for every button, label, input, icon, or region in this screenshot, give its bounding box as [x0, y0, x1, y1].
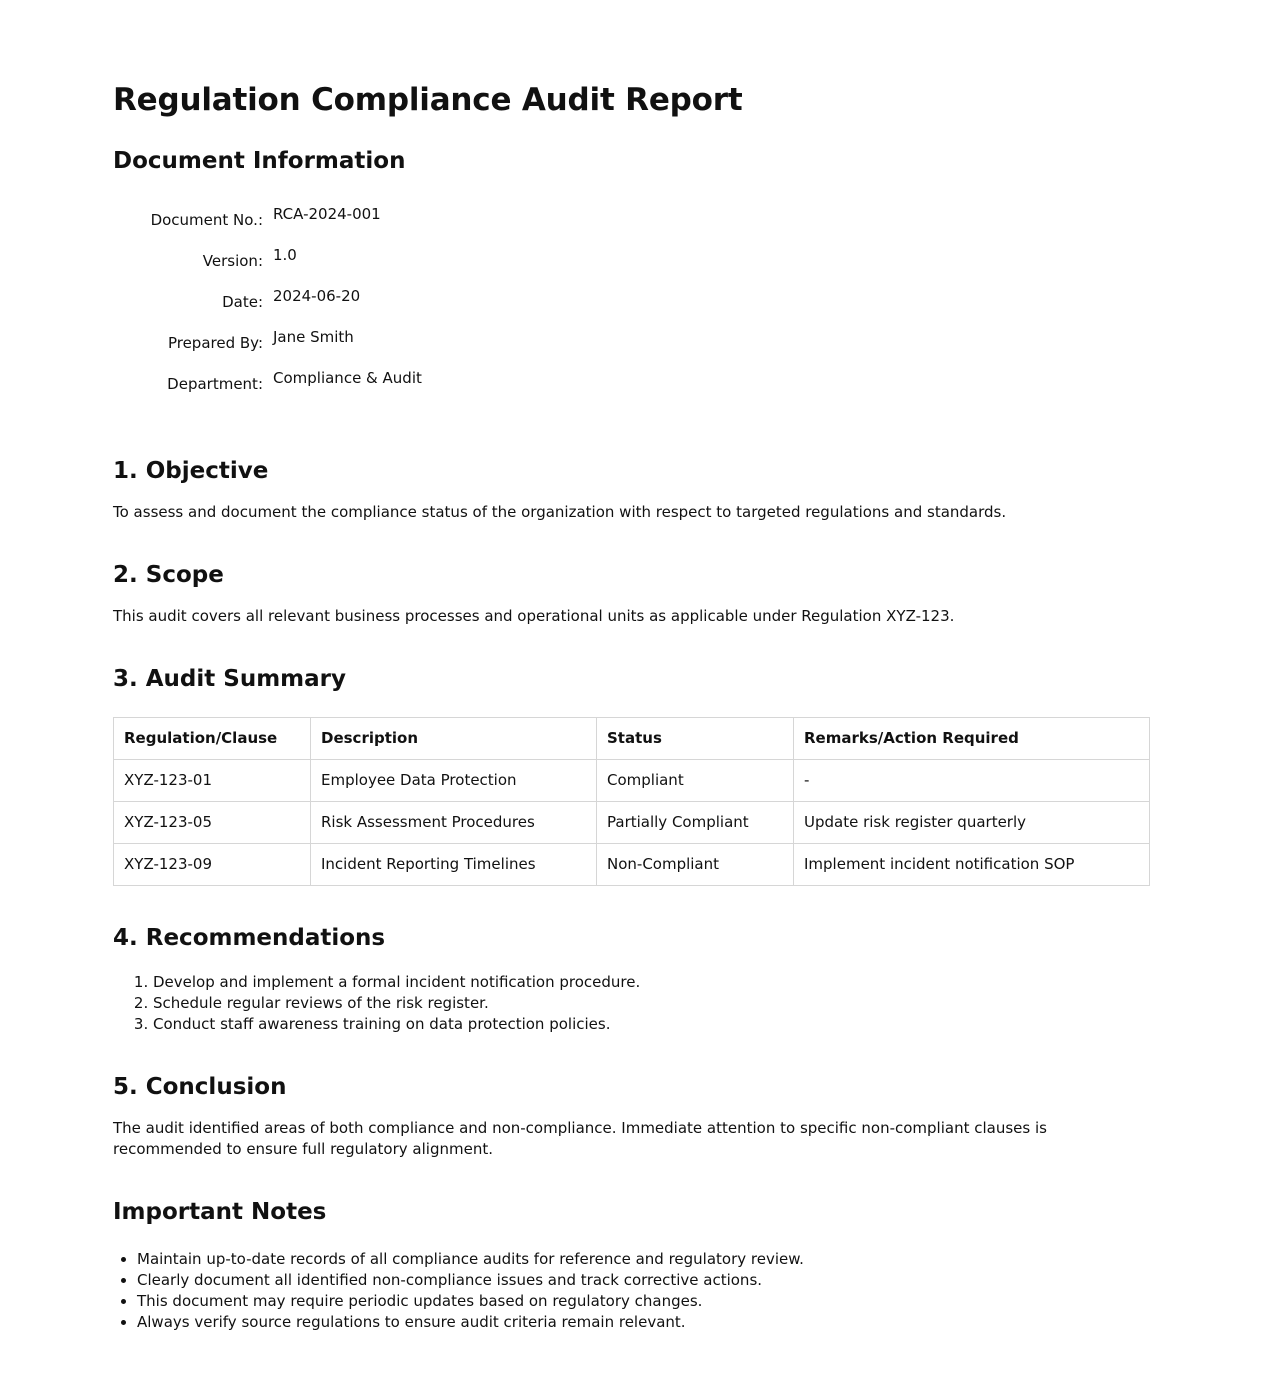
info-row-date	[113, 286, 1150, 327]
objective-section	[113, 456, 1150, 523]
important-notes-section	[113, 1197, 1150, 1333]
info-label: Document No.:	[150, 211, 263, 229]
info-label: Date:	[222, 293, 263, 311]
column-header-description: Description	[311, 718, 597, 760]
cell-regulation: XYZ-123-09	[114, 844, 311, 886]
cell-description: Incident Reporting Timelines	[311, 844, 597, 886]
column-header-remarks: Remarks/Action Required	[794, 718, 1150, 760]
cell-remarks: -	[794, 760, 1150, 802]
info-row-version	[113, 245, 1150, 286]
list-item: • Always verify source regulations to ensure audit criteria remain relevant.	[137, 1312, 1150, 1333]
info-label: Department:	[167, 375, 263, 393]
info-value: Compliance & Audit	[273, 369, 422, 387]
info-value: 1.0	[273, 246, 297, 264]
list-item: • Maintain up-to-date records of all compliance audits for reference and regulatory review.	[137, 1249, 1150, 1270]
page-title: Regulation Compliance Audit Report	[113, 82, 743, 118]
audit-summary-section	[113, 664, 1150, 886]
recommendations-heading: 4. Recommendations	[113, 925, 386, 951]
conclusion-text: The audit identified areas of both compliance and non-compliance. Immediate attention to specific non-compliant clauses is recommended to ensure full regulatory alignment.	[113, 1119, 1047, 1158]
info-label: Prepared By:	[167, 334, 263, 352]
cell-status: Non-Compliant	[597, 844, 794, 886]
cell-description: Risk Assessment Procedures	[311, 802, 597, 844]
document-info-table	[113, 204, 1150, 409]
table-row	[114, 802, 1150, 844]
audit-summary-heading: 3. Audit Summary	[113, 666, 346, 692]
list-item: • This document may require periodic updates based on regulatory changes.	[137, 1291, 1150, 1312]
cell-remarks: Update risk register quarterly	[794, 802, 1150, 844]
list-item: • Clearly document all identified non-compliance issues and track corrective actions.	[137, 1270, 1150, 1291]
cell-remarks: Implement incident notification SOP	[794, 844, 1150, 886]
audit-summary-table	[113, 717, 1150, 886]
info-value: Jane Smith	[273, 328, 354, 346]
info-row-department	[113, 368, 1150, 409]
table-header-row	[114, 718, 1150, 760]
cell-description: Employee Data Protection	[311, 760, 597, 802]
list-item: 2. Schedule regular reviews of the risk register.	[153, 993, 1150, 1014]
important-notes-heading: Important Notes	[113, 1199, 327, 1225]
recommendations-list	[113, 972, 1150, 1035]
list-item: 3. Conduct staff awareness training on data protection policies.	[153, 1014, 1150, 1035]
scope-section	[113, 560, 1150, 627]
cell-regulation: XYZ-123-05	[114, 802, 311, 844]
important-notes-list	[113, 1249, 1150, 1333]
info-label: Version:	[202, 252, 263, 270]
cell-regulation: XYZ-123-01	[114, 760, 311, 802]
info-value: 2024-06-20	[273, 287, 361, 305]
cell-status: Partially Compliant	[597, 802, 794, 844]
recommendations-section	[113, 923, 1150, 1035]
info-row-prepared-by	[113, 327, 1150, 368]
table-row	[114, 760, 1150, 802]
conclusion-section	[113, 1072, 1150, 1160]
column-header-status: Status	[597, 718, 794, 760]
objective-heading: 1. Objective	[113, 458, 269, 484]
document-information-heading: Document Information	[113, 148, 406, 174]
list-item: 1. Develop and implement a formal incident notification procedure.	[153, 972, 1150, 993]
cell-status: Compliant	[597, 760, 794, 802]
scope-text: This audit covers all relevant business processes and operational units as applicable under Regulation XYZ-123.	[113, 607, 955, 625]
table-row	[114, 844, 1150, 886]
scope-heading: 2. Scope	[113, 562, 224, 588]
column-header-regulation: Regulation/Clause	[114, 718, 311, 760]
info-value: RCA-2024-001	[273, 205, 381, 223]
conclusion-heading: 5. Conclusion	[113, 1074, 287, 1100]
document-information-section	[113, 146, 1150, 409]
info-row-document-no	[113, 204, 1150, 245]
objective-text: To assess and document the compliance status of the organization with respect to targeted regulations and standards.	[113, 503, 1007, 521]
